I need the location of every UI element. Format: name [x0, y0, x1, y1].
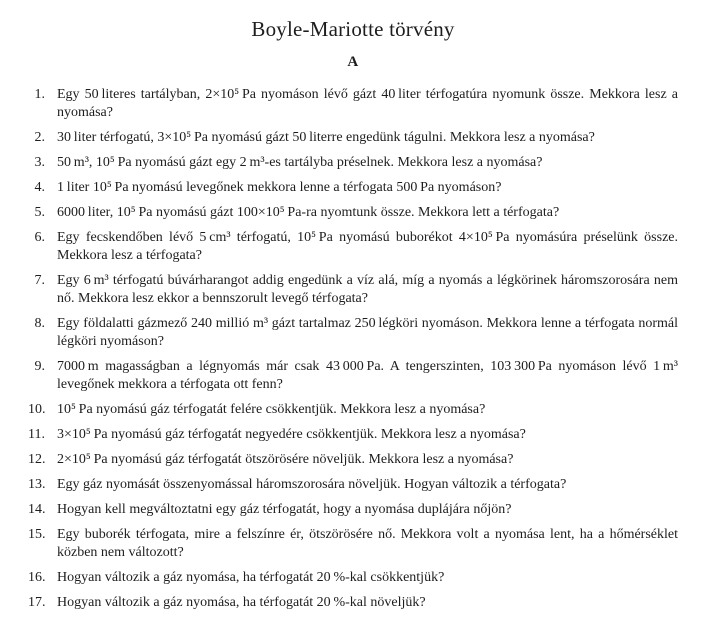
list-item — [28, 526, 678, 562]
list-item — [28, 229, 678, 265]
list-item — [28, 204, 678, 222]
problem-text: Hogyan változik a gáz nyomása, ha térfogatát 20 %-kal csökkentjük? — [57, 570, 445, 585]
problem-text: 1 liter 10⁵ Pa nyomású levegőnek mekkora lenne a térfogata 500 Pa nyomáson? — [57, 180, 502, 195]
problem-number: 9. — [34, 359, 45, 374]
problem-list — [28, 86, 678, 612]
problem-number: 7. — [34, 273, 45, 288]
list-item — [28, 154, 678, 172]
problem-text: Egy gáz nyomását összenyomással háromszorosára növeljük. Hogyan változik a térfogata? — [57, 477, 567, 492]
list-item — [28, 272, 678, 308]
problem-text: Egy 6 m³ térfogatú búvárharangot addig engedünk a víz alá, míg a nyomás a légkörinek háromszorosára nem nő. Mekkora lesz ekkor a bennszorult levegő térfogata? — [57, 273, 678, 306]
problem-text: 7000 m magasságban a légnyomás már csak 43 000 Pa. A tengerszinten, 103 300 Pa nyomáson lévő 1 m³ levegőnek mekkora a térfogata ott fenn? — [57, 359, 678, 392]
problem-number: 11. — [28, 427, 45, 442]
problem-text: 10⁵ Pa nyomású gáz térfogatát felére csökkentjük. Mekkora lesz a nyomása? — [57, 402, 486, 417]
list-item — [28, 594, 678, 612]
list-item — [28, 401, 678, 419]
problem-text: 30 liter térfogatú, 3×10⁵ Pa nyomású gázt 50 literre engedünk tágulni. Mekkora lesz a nyomása? — [57, 130, 595, 145]
problem-number: 5. — [34, 205, 45, 220]
problem-number: 13. — [28, 477, 46, 492]
problem-text: Egy földalatti gázmező 240 millió m³ gázt tartalmaz 250 légköri nyomáson. Mekkora lenne a térfogata normál légköri nyomáson? — [57, 316, 678, 349]
list-item — [28, 179, 678, 197]
list-item — [28, 569, 678, 587]
problem-number: 10. — [28, 402, 46, 417]
problem-number: 16. — [28, 570, 46, 585]
list-item — [28, 476, 678, 494]
list-item — [28, 86, 678, 122]
list-item — [28, 501, 678, 519]
page-title: Boyle-Mariotte törvény — [251, 17, 455, 41]
problem-number: 15. — [28, 527, 46, 542]
problem-number: 8. — [34, 316, 45, 331]
problem-text: Hogyan kell megváltoztatni egy gáz térfogatát, hogy a nyomása duplájára nőjön? — [57, 502, 512, 517]
problem-number: 3. — [34, 155, 45, 170]
problem-number: 14. — [28, 502, 46, 517]
list-item — [28, 129, 678, 147]
problem-text: 6000 liter, 10⁵ Pa nyomású gázt 100×10⁵ Pa-ra nyomtunk össze. Mekkora lett a térfogata? — [57, 205, 560, 220]
problem-number: 6. — [34, 230, 45, 245]
problem-text: 2×10⁵ Pa nyomású gáz térfogatát ötszörösére növeljük. Mekkora lesz a nyomása? — [57, 452, 514, 467]
list-item — [28, 358, 678, 394]
list-item — [28, 451, 678, 469]
problem-text: Egy buborék térfogata, mire a felszínre ér, ötszörösére nő. Mekkora volt a nyomása lent, ha a hőmérséklet közben nem változott? — [57, 527, 678, 560]
problem-text: Egy fecskendőben lévő 5 cm³ térfogatú, 10⁵ Pa nyomású buborékot 4×10⁵ Pa nyomásúra préselünk össze. Mekkora lesz a térfogata? — [57, 230, 678, 263]
problem-number: 4. — [34, 180, 45, 195]
problem-text: 3×10⁵ Pa nyomású gáz térfogatát negyedére csökkentjük. Mekkora lesz a nyomása? — [57, 427, 526, 442]
problem-text: 50 m³, 10⁵ Pa nyomású gázt egy 2 m³-es tartályba préselnek. Mekkora lesz a nyomása? — [57, 155, 543, 170]
problem-number: 17. — [28, 595, 46, 610]
problem-text: Egy 50 literes tartályban, 2×10⁵ Pa nyomáson lévő gázt 40 liter térfogatúra nyomunk össze. Mekkora lesz a nyomása? — [57, 87, 678, 120]
section-heading: A — [347, 54, 359, 70]
problem-number: 12. — [28, 452, 46, 467]
problem-number: 1. — [34, 87, 45, 102]
list-item — [28, 426, 678, 444]
problem-number: 2. — [34, 130, 45, 145]
problem-text: Hogyan változik a gáz nyomása, ha térfogatát 20 %-kal növeljük? — [57, 595, 426, 610]
list-item — [28, 315, 678, 351]
